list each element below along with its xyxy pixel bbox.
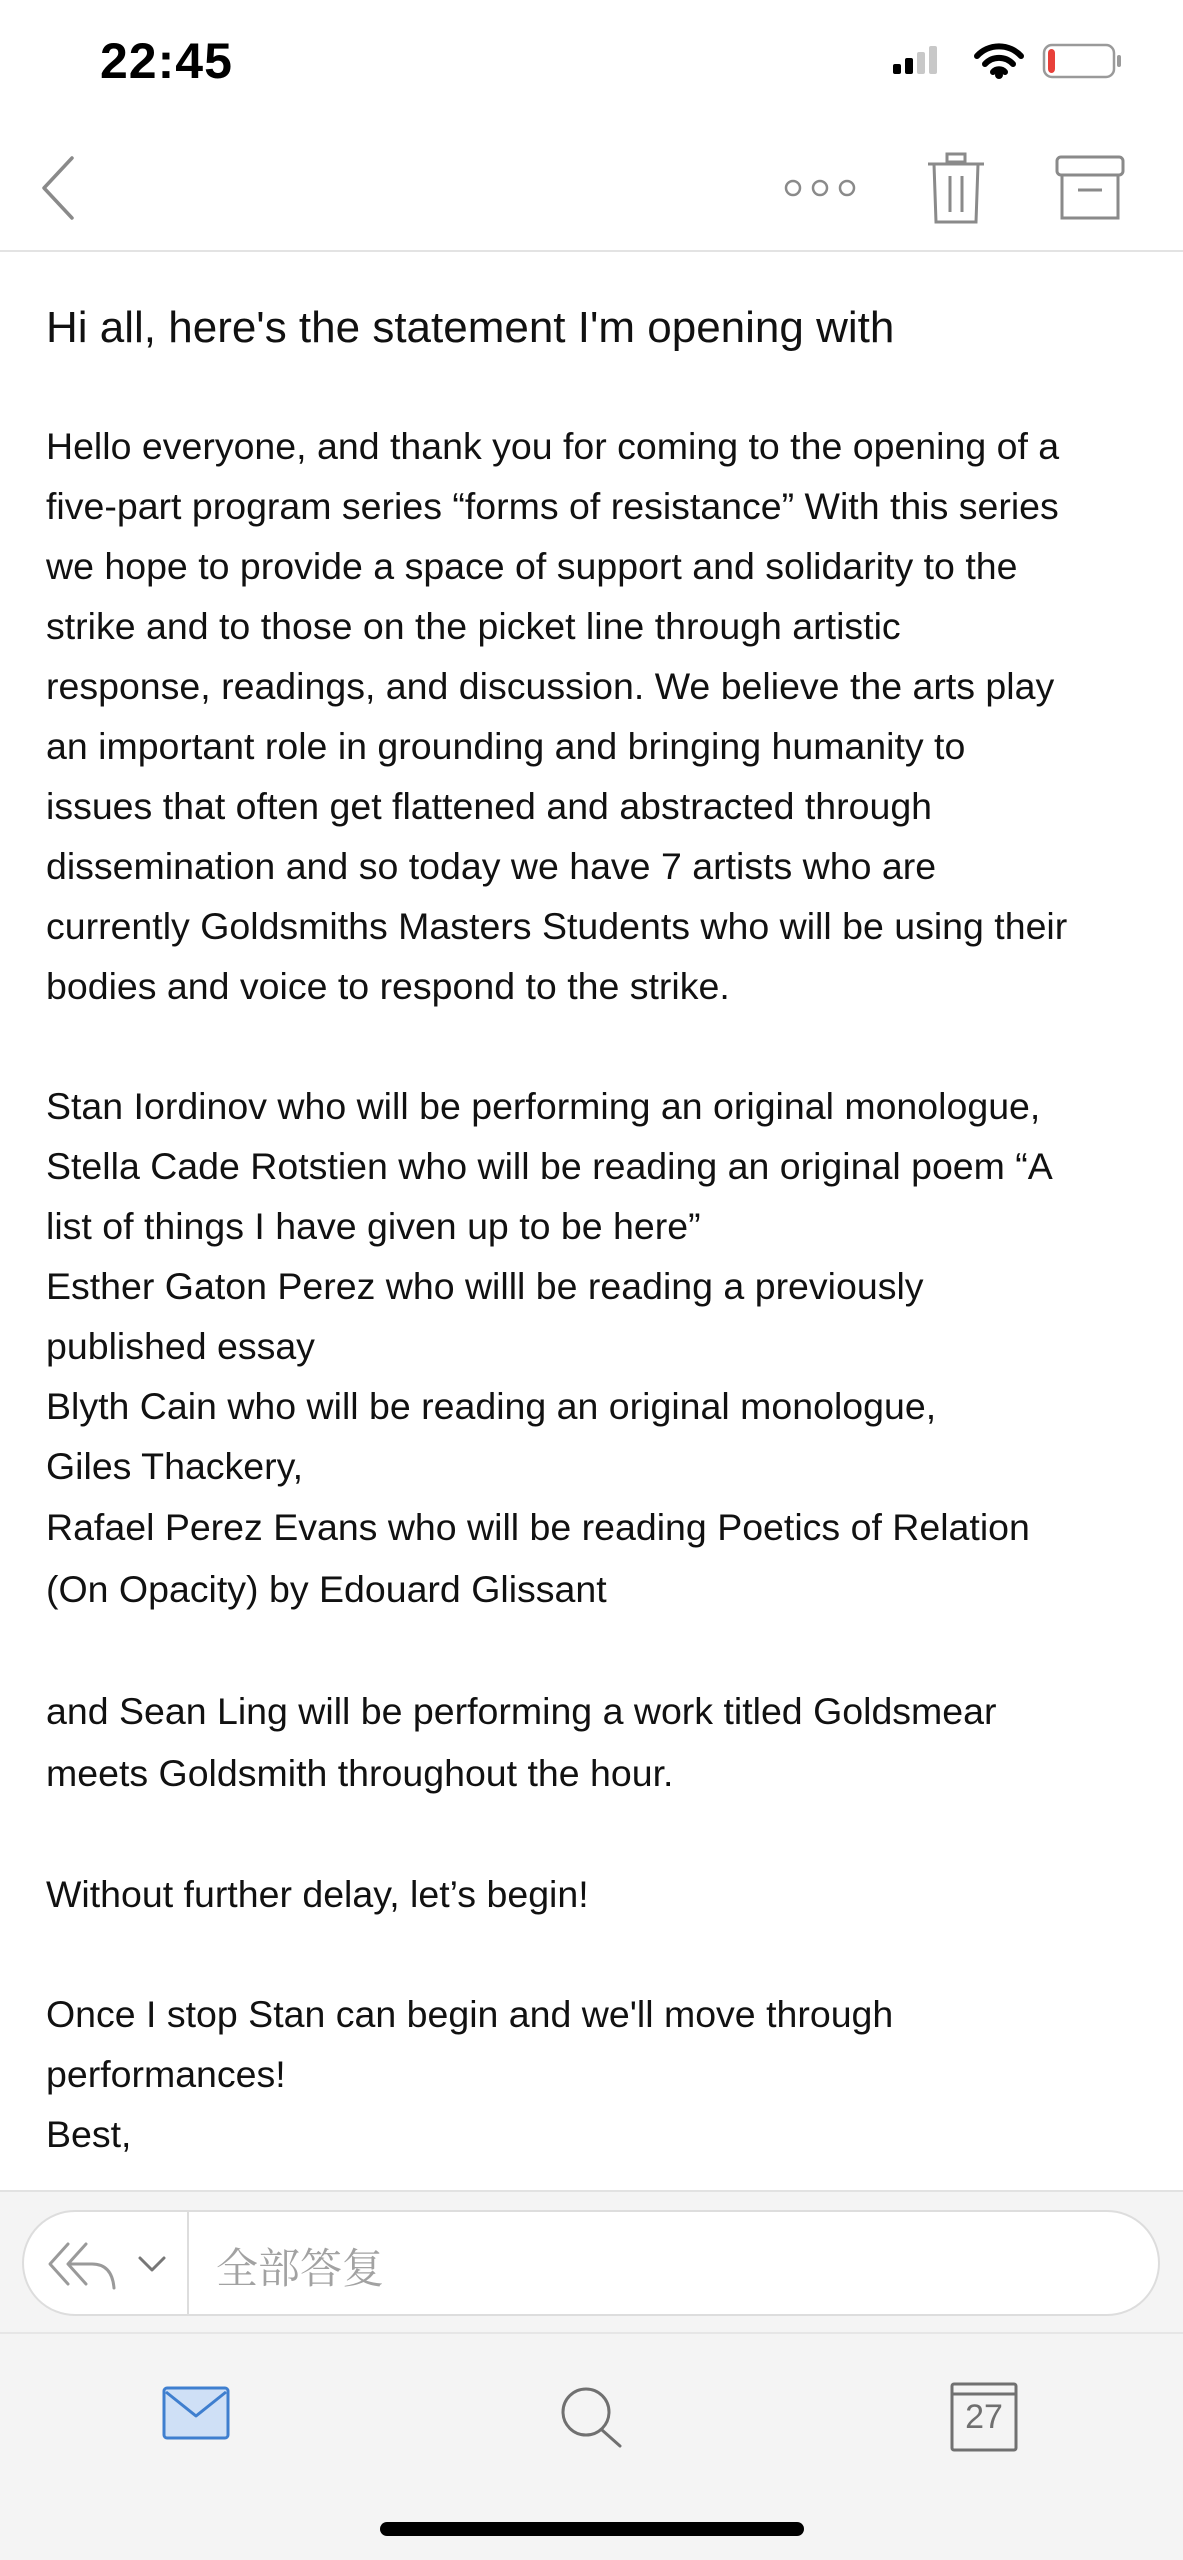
chevron-left-icon — [28, 148, 88, 228]
archive-icon — [1054, 154, 1126, 224]
search-icon — [558, 2384, 626, 2452]
tab-bar — [0, 2332, 1183, 2560]
text-line: dissemination and so today we have 7 artists who are — [46, 845, 937, 887]
more-horizontal-icon — [780, 168, 860, 208]
text-line: response, readings, and discussion. We believe the arts play — [46, 665, 1055, 707]
status-icons — [893, 40, 1123, 90]
text-line: Giles Thackery, — [46, 1445, 304, 1487]
tab-calendar[interactable] — [950, 2382, 1018, 2452]
calendar-day: 27 — [965, 2398, 1003, 2436]
text-line: an important role in grounding and bringing humanity to — [46, 725, 966, 767]
text-line: issues that often get flattened and abstracted through — [46, 785, 933, 827]
reply-options-dropdown[interactable] — [136, 2250, 168, 2283]
email-toolbar — [0, 130, 1183, 252]
reply-all-button[interactable] — [46, 2238, 118, 2297]
wifi-icon — [977, 46, 1021, 79]
text-line: strike and to those on the picket line through artistic — [46, 605, 901, 647]
battery-icon — [1044, 45, 1121, 77]
email-body — [46, 252, 1146, 2190]
text-line: Esther Gaton Perez who willl be reading a previously — [46, 1265, 924, 1307]
text-line: (On Opacity) by Edouard Glissant — [46, 1568, 607, 1610]
intro-paragraph — [46, 416, 1146, 1016]
text-line: Blyth Cain who will be reading an original monologue, — [46, 1385, 937, 1427]
trash-icon — [924, 148, 988, 228]
tab-search[interactable] — [558, 2384, 626, 2457]
email-content — [46, 416, 1146, 2164]
signoff: Best, — [46, 2113, 132, 2155]
text-line: list of things I have given up to be here” — [46, 1205, 701, 1247]
cellular-signal-icon — [893, 46, 937, 74]
delete-button[interactable] — [924, 148, 988, 233]
text-line: Stella Cade Rotstien who will be reading an original poem “A — [46, 1145, 1053, 1187]
chevron-down-icon — [136, 2250, 168, 2278]
text-line: Stan Iordinov who will be performing an original monologue, — [46, 1085, 1041, 1127]
more-options-button[interactable] — [780, 168, 860, 213]
text-line: and Sean Ling will be performing a work titled Goldsmear — [46, 1690, 997, 1732]
text-line: published essay — [46, 1325, 315, 1367]
reply-bar — [22, 2210, 1160, 2316]
archive-button[interactable] — [1054, 154, 1126, 229]
text-line: Hello everyone, and thank you for coming to the opening of a — [46, 425, 1060, 467]
begin-line: Without further delay, let’s begin! — [46, 1873, 589, 1915]
text-line: we hope to provide a space of support and solidarity to the — [46, 545, 1018, 587]
mail-icon — [162, 2386, 230, 2440]
reply-area — [0, 2190, 1183, 2332]
reply-all-input[interactable]: 全部答复 — [216, 2244, 385, 2293]
text-line: bodies and voice to respond to the strike. — [46, 965, 730, 1007]
text-line: Rafael Perez Evans who will be reading Poetics of Relation — [46, 1506, 1030, 1548]
tab-mail[interactable] — [162, 2386, 230, 2445]
home-indicator[interactable] — [380, 2522, 804, 2536]
divider — [187, 2212, 189, 2314]
text-line: five-part program series “forms of resistance” With this series — [46, 485, 1059, 527]
closing-paragraph — [46, 1984, 1146, 2164]
status-bar — [0, 0, 1183, 120]
email-subject: Hi all, here's the statement I'm opening with — [46, 303, 895, 352]
text-line: Once I stop Stan can begin and we'll move through — [46, 1993, 894, 2035]
status-time: 22:45 — [100, 33, 233, 89]
sean-paragraph — [46, 1680, 1146, 1804]
performers-list — [46, 1076, 1146, 1620]
text-line: currently Goldsmiths Masters Students who will be using their — [46, 905, 1068, 947]
text-line: meets Goldsmith throughout the hour. — [46, 1752, 674, 1794]
reply-all-icon — [46, 2238, 118, 2292]
text-line: performances! — [46, 2053, 286, 2095]
back-button[interactable] — [28, 148, 88, 233]
